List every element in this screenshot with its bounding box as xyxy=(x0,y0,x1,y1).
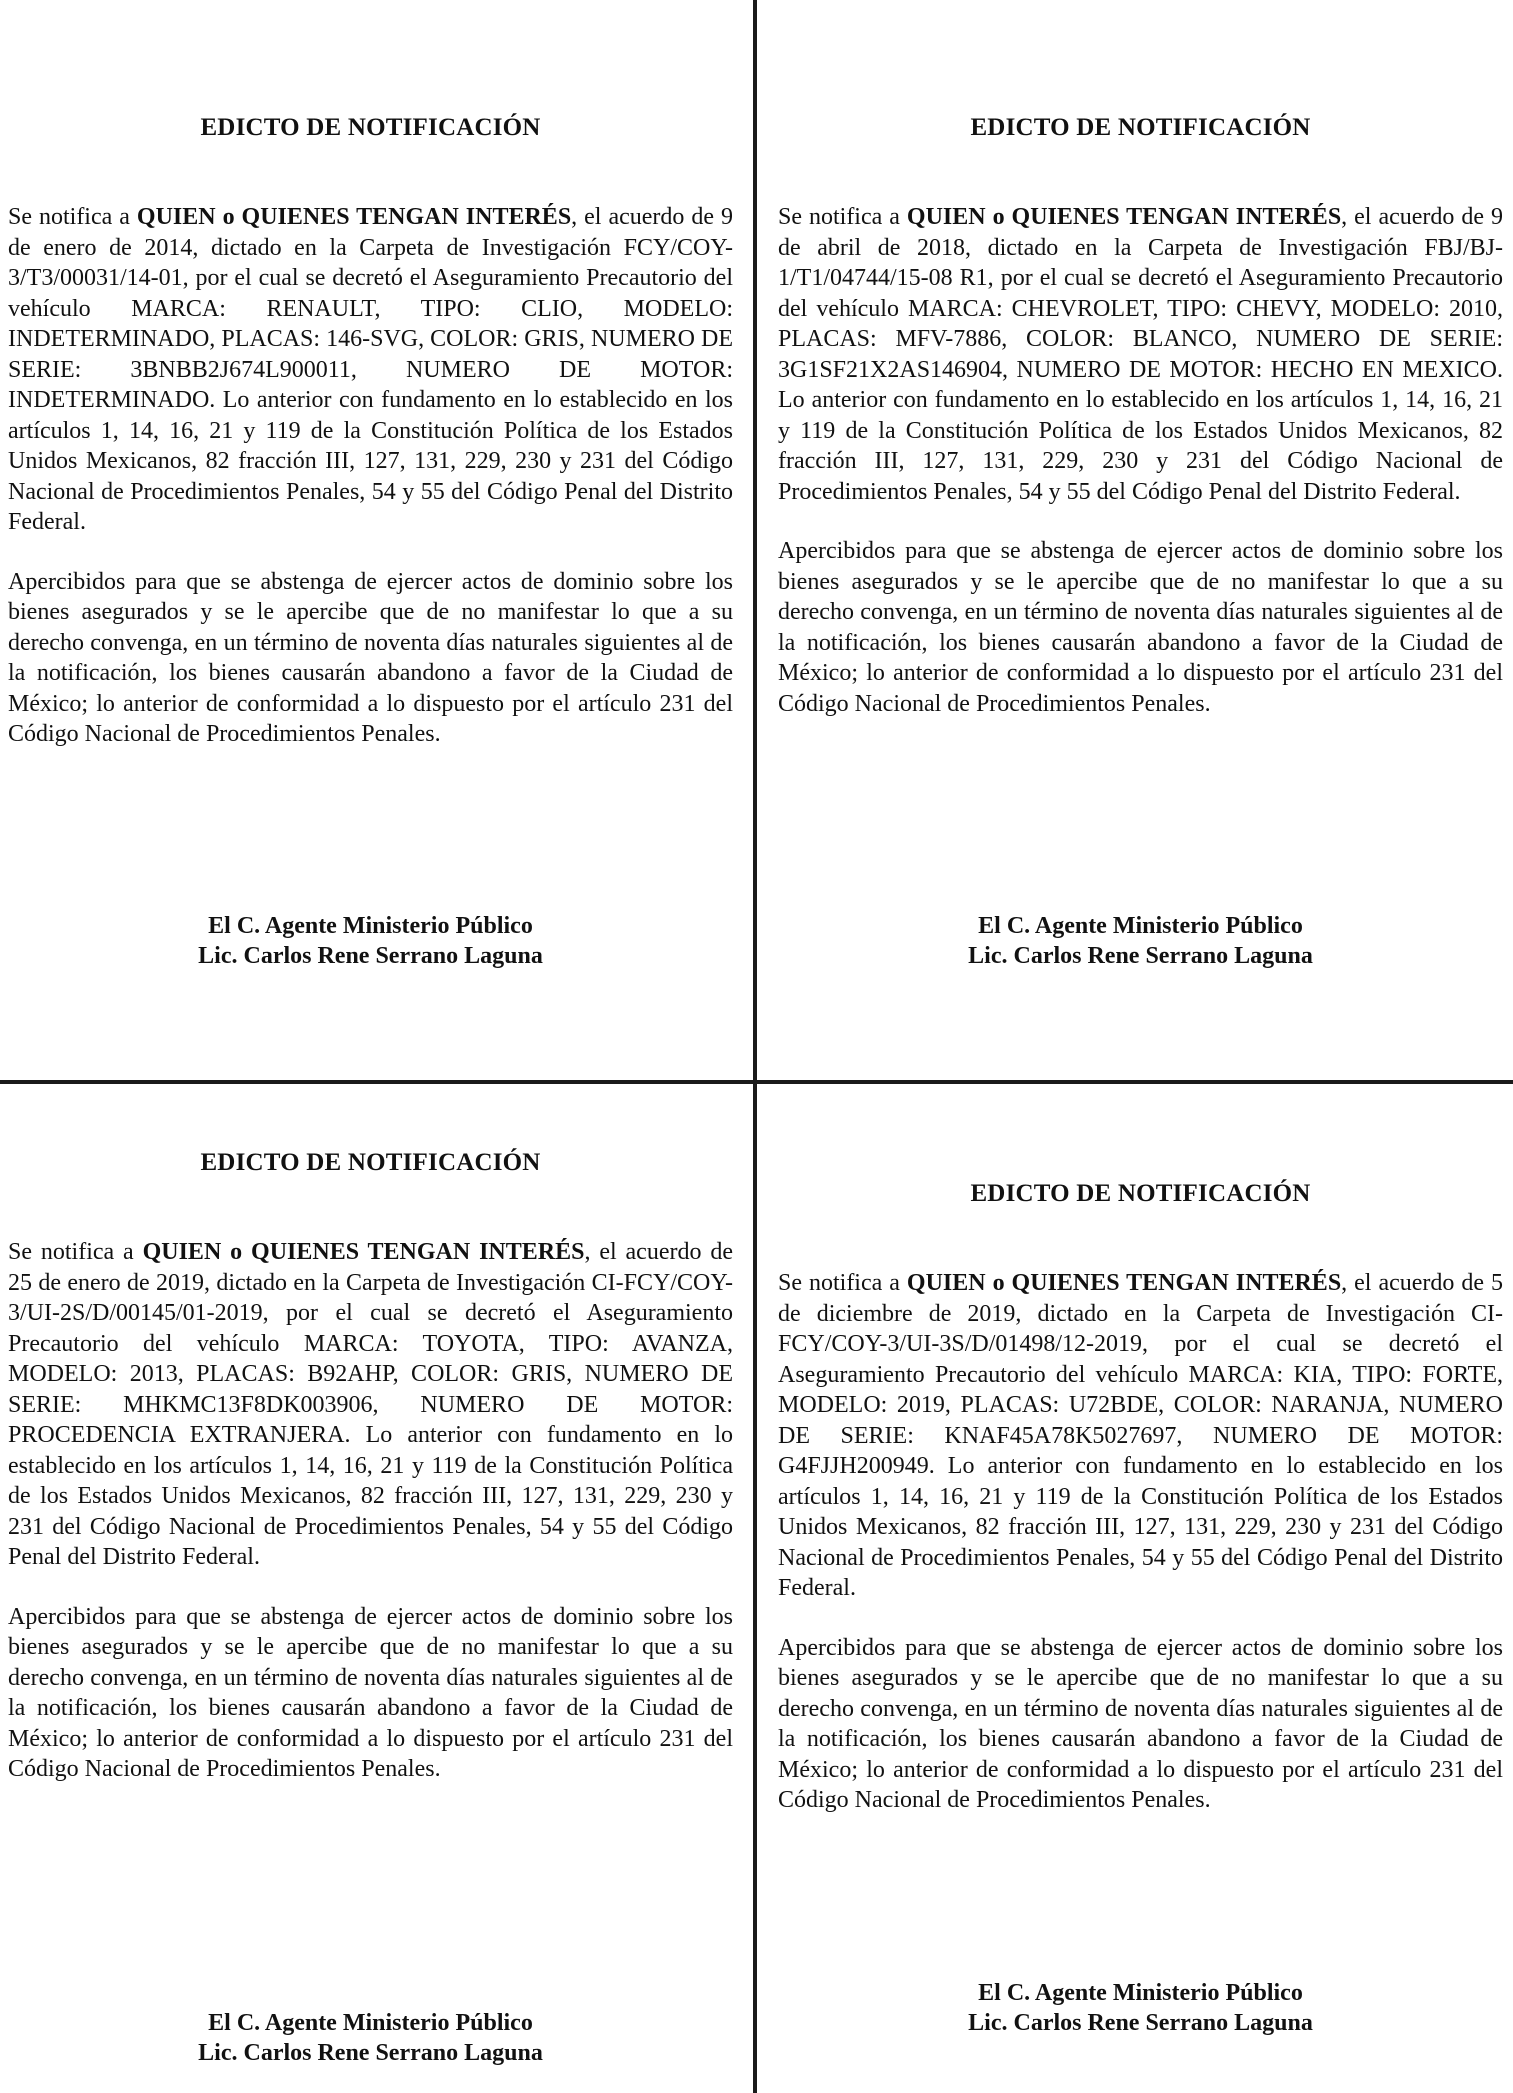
intro-prefix: Se notifica a xyxy=(778,204,907,230)
notice-title: EDICTO DE NOTIFICACIÓN xyxy=(970,1180,1311,1207)
notice-details: , el acuerdo de 25 de enero de 2019, dictado en la Carpeta de Investigación CI-FCY/COY-3/UI-2S/D/00145/01-2019, por el cual se decretó el Aseguramiento Precautorio del vehículo MARCA: TOYOTA, TIPO: AVANZA, MODELO: 2013, PLACAS: B92AHP, COLOR: GRIS, NUMERO DE SERIE: MHKMC13F8DK003906, NUMERO DE MOTOR: PROCEDENCIA EXTRANJERA. Lo anterior con fundamento en lo establecido en los artículos 1, 14, 16, 21 y 119 de la Constitución Política de los Estados Unidos Mexicanos, 82 fracción III, 127, 131, 229, 230 y 231 del Código Nacional de Procedimientos Penales, 54 y 55 del Código Penal del Distrito Federal. xyxy=(8,1239,734,1570)
signature-block xyxy=(8,911,733,971)
recipient: QUIEN o QUIENES TENGAN INTERÉS xyxy=(906,1270,1342,1296)
notice-body xyxy=(778,1268,1503,1604)
notice-details: , el acuerdo de 5 de diciembre de 2019, dictado en la Carpeta de Investigación CI-FCY/COY-3/UI-3S/D/01498/12-2019, por el cual se decretó el Aseguramiento Precautorio del vehículo MARCA: KIA, TIPO: FORTE, MODELO: 2019, PLACAS: U72BDE, COLOR: NARANJA, NUMERO DE SERIE: KNAF45A78K5027697, NUMERO DE MOTOR: G4FJJH200949. Lo anterior con fundamento en lo establecido en los artículos 1, 14, 16, 21 y 119 de la Constitución Política de los Estados Unidos Mexicanos, 82 fracción III, 127, 131, 229, 230 y 231 del Código Nacional de Procedimientos Penales, 54 y 55 del Código Penal del Distrito Federal. xyxy=(778,1270,1504,1601)
notice-bottom-right xyxy=(778,1180,1503,1816)
notice-body xyxy=(8,1237,733,1573)
signer-title: El C. Agente Ministerio Público xyxy=(208,2010,533,2036)
signer-name: Lic. Carlos Rene Serrano Laguna xyxy=(198,2040,543,2066)
notice-body xyxy=(778,202,1503,507)
intro-prefix: Se notifica a xyxy=(778,1270,907,1296)
signature-block xyxy=(778,911,1503,971)
notice-bottom-left xyxy=(8,1149,733,1785)
signature-block xyxy=(778,1978,1503,2038)
signer-name: Lic. Carlos Rene Serrano Laguna xyxy=(968,943,1313,969)
notice-title: EDICTO DE NOTIFICACIÓN xyxy=(200,1149,541,1176)
notice-title: EDICTO DE NOTIFICACIÓN xyxy=(200,114,541,141)
horizontal-divider xyxy=(0,1080,1513,1084)
notice-warning: Apercibidos para que se abstenga de ejercer actos de dominio sobre los bienes asegurados y se le apercibe que de no manifestar lo que a su derecho convenga, en un término de noventa días naturales siguientes al de la notificación, los bienes causarán abandono a favor de la Ciudad de México; lo anterior de conformidad a lo dispuesto por el artículo 231 del Código Nacional de Procedimientos Penales. xyxy=(8,1603,733,1782)
intro-prefix: Se notifica a xyxy=(8,204,137,230)
vertical-divider xyxy=(753,0,757,2093)
notice-details: , el acuerdo de 9 de abril de 2018, dictado en la Carpeta de Investigación FBJ/BJ-1/T1/04744/15-08 R1, por el cual se decretó el Aseguramiento Precautorio del vehículo MARCA: CHEVROLET, TIPO: CHEVY, MODELO: 2010, PLACAS: MFV-7886, COLOR: BLANCO, NUMERO DE SERIE: 3G1SF21X2AS146904, NUMERO DE MOTOR: HECHO EN MEXICO. Lo anterior con fundamento en lo establecido en los artículos 1, 14, 16, 21 y 119 de la Constitución Política de los Estados Unidos Mexicanos, 82 fracción III, 127, 131, 229, 230 y 231 del Código Nacional de Procedimientos Penales, 54 y 55 del Código Penal del Distrito Federal. xyxy=(778,204,1504,505)
signer-title: El C. Agente Ministerio Público xyxy=(208,913,533,939)
notice-title: EDICTO DE NOTIFICACIÓN xyxy=(970,114,1311,141)
recipient: QUIEN o QUIENES TENGAN INTERÉS xyxy=(906,204,1342,230)
signer-name: Lic. Carlos Rene Serrano Laguna xyxy=(968,2010,1313,2036)
recipient: QUIEN o QUIENES TENGAN INTERÉS xyxy=(136,204,572,230)
signature-block xyxy=(8,2008,733,2068)
notice-top-right xyxy=(778,114,1503,719)
recipient: QUIEN o QUIENES TENGAN INTERÉS xyxy=(142,1239,585,1265)
signer-name: Lic. Carlos Rene Serrano Laguna xyxy=(198,943,543,969)
notice-warning: Apercibidos para que se abstenga de ejercer actos de dominio sobre los bienes asegurados y se le apercibe que de no manifestar lo que a su derecho convenga, en un término de noventa días naturales siguientes al de la notificación, los bienes causarán abandono a favor de la Ciudad de México; lo anterior de conformidad a lo dispuesto por el artículo 231 del Código Nacional de Procedimientos Penales. xyxy=(8,568,733,747)
notice-body xyxy=(8,202,733,538)
notice-warning: Apercibidos para que se abstenga de ejercer actos de dominio sobre los bienes asegurados y se le apercibe que de no manifestar lo que a su derecho convenga, en un término de noventa días naturales siguientes al de la notificación, los bienes causarán abandono a favor de la Ciudad de México; lo anterior de conformidad a lo dispuesto por el artículo 231 del Código Nacional de Procedimientos Penales. xyxy=(778,538,1503,717)
intro-prefix: Se notifica a xyxy=(8,1239,143,1265)
notice-top-left xyxy=(8,114,733,750)
signer-title: El C. Agente Ministerio Público xyxy=(978,1980,1303,2006)
notice-details: , el acuerdo de 9 de enero de 2014, dictado en la Carpeta de Investigación FCY/COY-3/T3/00031/14-01, por el cual se decretó el Aseguramiento Precautorio del vehículo MARCA: RENAULT, TIPO: CLIO, MODELO: INDETERMINADO, PLACAS: 146-SVG, COLOR: GRIS, NUMERO DE SERIE: 3BNBB2J674L900011, NUMERO DE MOTOR: INDETERMINADO. Lo anterior con fundamento en lo establecido en los artículos 1, 14, 16, 21 y 119 de la Constitución Política de los Estados Unidos Mexicanos, 82 fracción III, 127, 131, 229, 230 y 231 del Código Nacional de Procedimientos Penales, 54 y 55 del Código Penal del Distrito Federal. xyxy=(8,204,734,535)
notice-warning: Apercibidos para que se abstenga de ejercer actos de dominio sobre los bienes asegurados y se le apercibe que de no manifestar lo que a su derecho convenga, en un término de noventa días naturales siguientes al de la notificación, los bienes causarán abandono a favor de la Ciudad de México; lo anterior de conformidad a lo dispuesto por el artículo 231 del Código Nacional de Procedimientos Penales. xyxy=(778,1634,1503,1813)
signer-title: El C. Agente Ministerio Público xyxy=(978,913,1303,939)
